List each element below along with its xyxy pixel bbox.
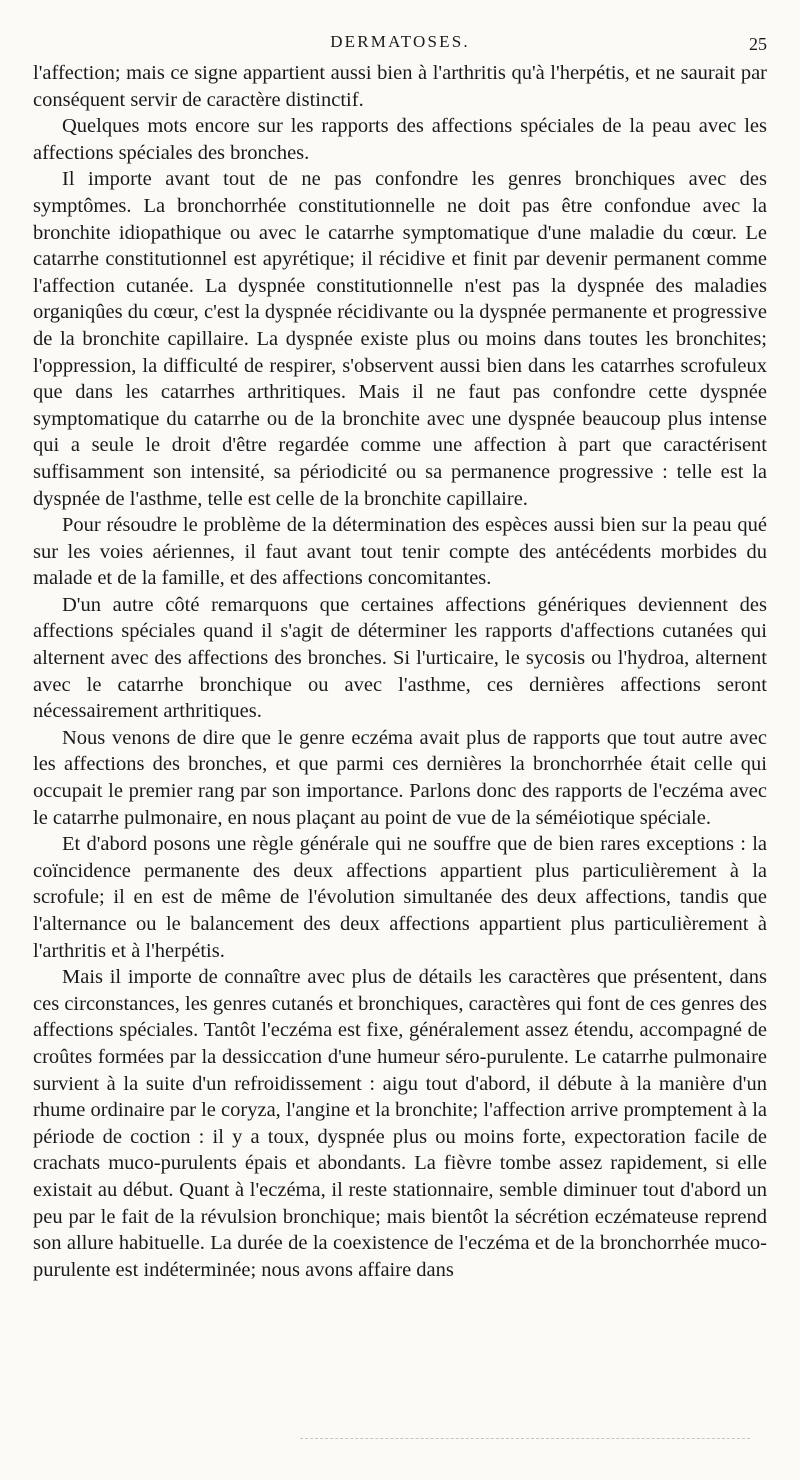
paragraph: Mais il importe de connaître avec plus de détails les caractères que présentent, dans ces circonstances, les genres cutanés et bronchiques, caractères qui font de ces genres des affections spéciales. Tantôt l'eczéma est fixe, généralement assez étendu, accompagné de croûtes formées par la dessiccation d'une humeur séro-purulente. Le catarrhe pulmonaire survient à la suite d'un refroidissement : aigu tout d'abord, il débute à la manière d'un rhume ordinaire par le coryza, l'angine et la bronchite; l'affection arrive promptement à la période de coction : il y a toux, dyspnée plus ou moins forte, expectoration facile de crachats muco-purulents épais et abondants. La fièvre tombe assez rapidement, si elle existait au début. Quant à l'eczéma, il reste stationnaire, semble diminuer tout d'abord un peu par le fait de la révulsion bronchique; mais bientôt la sécrétion eczémateuse reprend son allure habituelle. La durée de la coexistence de l'eczéma et de la bronchorrhée muco-purulente est indéterminée; nous avons affaire dans <box>33 966 767 1281</box>
paragraph: Il importe avant tout de ne pas confondre les genres bronchiques avec des symptômes. La bronchorrhée constitutionnelle ne doit pas être confondue avec la bronchite idiopathique ou avec le catarrhe symptomatique d'une maladie du cœur. Le catarrhe constitutionnel est apyrétique; il récidive et finit par devenir permanent comme l'affection cutanée. La dyspnée constitutionnelle n'est pas la dyspnée des maladies organiqûes du cœur, c'est la dyspnée récidivante ou la dyspnée permanente et progressive de la bronchite capillaire. La dyspnée existe plus ou moins dans toutes les bronchites; l'oppression, la difficulté de respirer, s'observent aussi bien dans les catarrhes scrofuleux que dans les catarrhes arthritiques. Mais il ne faut pas confondre cette dyspnée symptomatique du catarrhe ou de la bronchite avec une dyspnée beaucoup plus intense qui a seule le droit d'être regardée comme une affection à part que caractérisent suffisamment son intensité, sa périodicité ou sa permanence progressive : telle est la dyspnée de l'asthme, telle est celle de la bronchite capillaire. <box>33 168 767 510</box>
paragraph: l'affection; mais ce signe appartient aussi bien à l'arthritis qu'à l'herpétis, et ne saurait par conséquent servir de caractère distinctif. <box>33 62 767 111</box>
page-header <box>0 30 800 60</box>
running-title: DERMATOSES. <box>330 32 470 51</box>
paragraph: Quelques mots encore sur les rapports des affections spéciales de la peau avec les affections spéciales des bronches. <box>33 115 767 164</box>
body-text <box>33 60 767 1283</box>
paragraph: Et d'abord posons une règle générale qui ne souffre que de bien rares exceptions : la coïncidence permanente des deux affections appartient plus particulièrement à la scrofule; il en est de même de l'évolution simultanée des deux affections, tandis que l'alternance ou le balancement des deux affections appartient plus particulièrement à l'arthritis et à l'herpétis. <box>33 833 767 962</box>
paragraph: Pour résoudre le problème de la détermination des espèces aussi bien sur la peau qué sur les voies aériennes, il faut avant tout tenir compte des antécédents morbides du malade et de la famille, et des affections concomitantes. <box>33 514 767 590</box>
paragraph: Nous venons de dire que le genre eczéma avait plus de rapports que tout autre avec les affections des bronches, et que parmi ces dernières la bronchorrhée était celle qui occupait le premier rang par son importance. Parlons donc des rapports de l'eczéma avec le catarrhe pulmonaire, en nous plaçant au point de vue de la séméiotique spéciale. <box>33 726 767 829</box>
page-number: 25 <box>749 34 767 54</box>
footer-rule <box>300 1438 750 1439</box>
paragraph: D'un autre côté remarquons que certaines affections génériques deviennent des affections spéciales quand il s'agit de déterminer les rapports d'affections cutanées qui alternent avec des affections des bronches. Si l'urticaire, le sycosis ou l'hydroa, alternent avec le catarrhe bronchique ou avec l'asthme, ces dernières affections seront nécessairement arthritiques. <box>33 593 767 723</box>
